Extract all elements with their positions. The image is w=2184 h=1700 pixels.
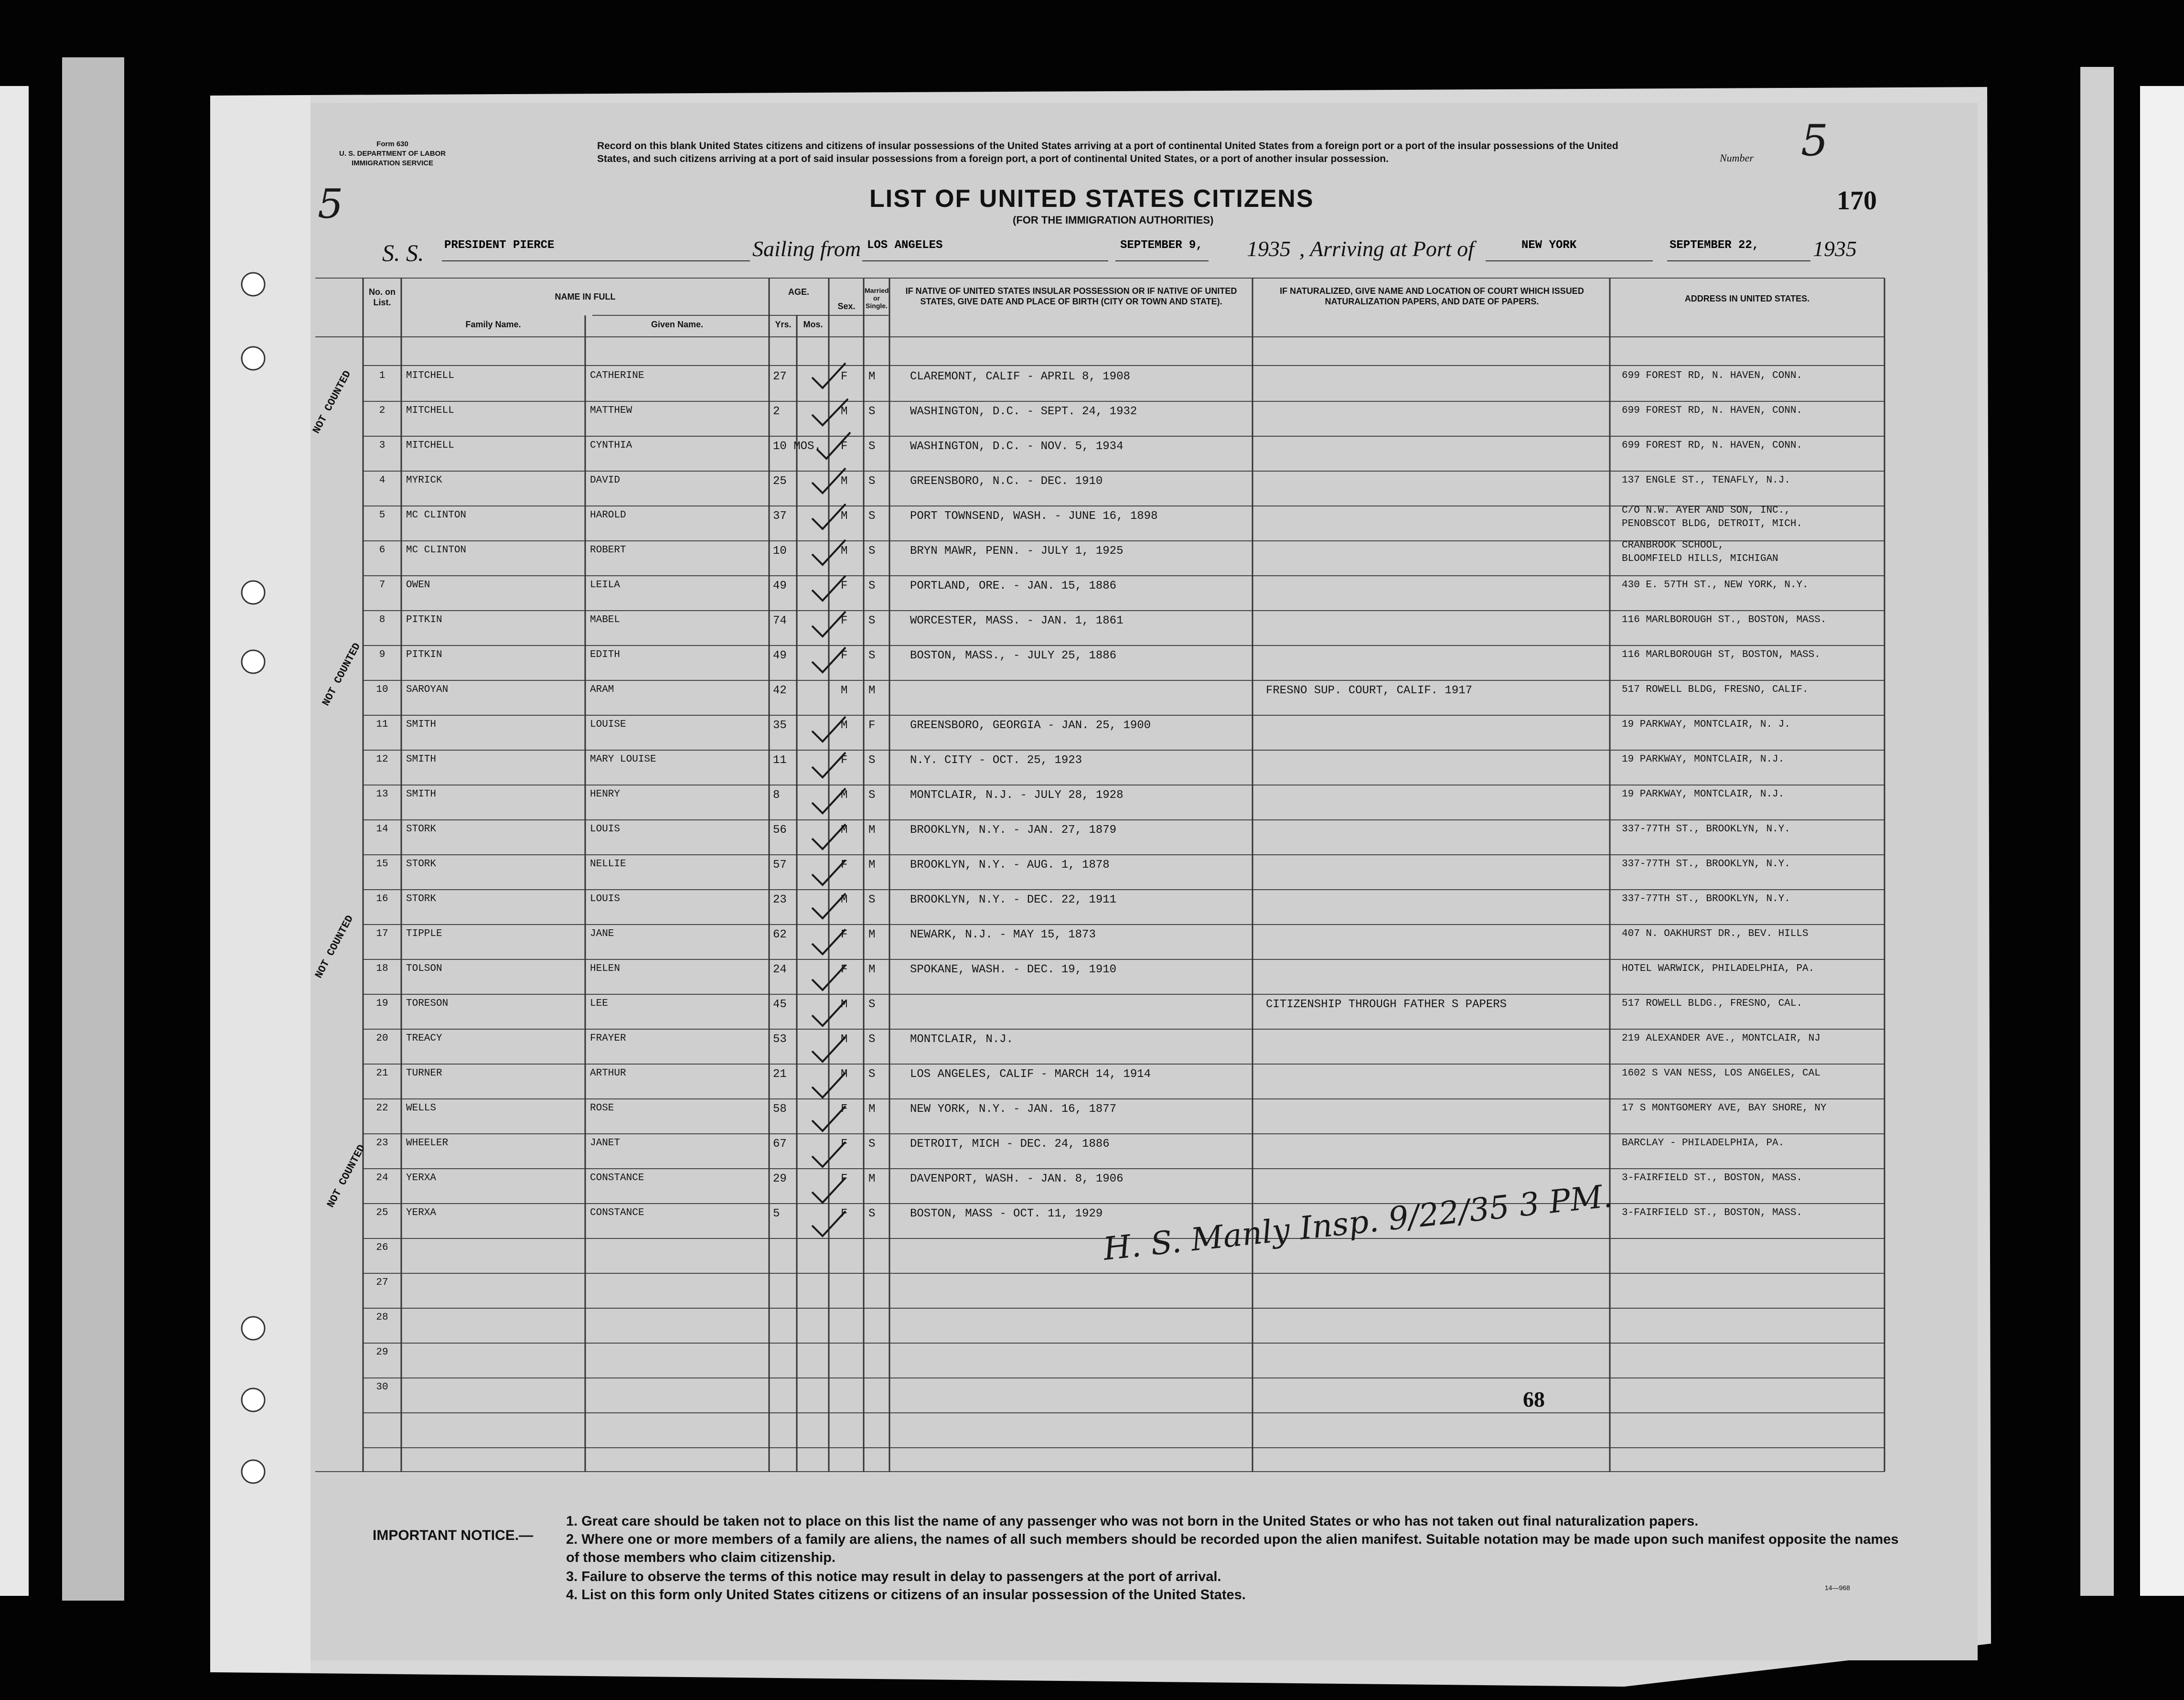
- family-name: STORK: [406, 824, 437, 835]
- row-number: 18: [376, 963, 388, 974]
- age-years: 49: [773, 580, 787, 592]
- row-number: 19: [376, 998, 388, 1009]
- marital-status: S: [868, 1207, 876, 1220]
- given-name: CYNTHIA: [590, 440, 632, 451]
- margin-note-rows-1-3: NOT COUNTED: [310, 368, 354, 436]
- row-number: 16: [376, 893, 388, 904]
- birth-place-date: N.Y. CITY - OCT. 25, 1923: [910, 754, 1082, 767]
- row-number: 7: [379, 580, 385, 591]
- marital-status: M: [868, 1173, 876, 1185]
- row-number: 22: [376, 1103, 388, 1114]
- marital-status: M: [868, 928, 876, 941]
- marital-status: S: [868, 510, 876, 523]
- birth-place-date: NEWARK, N.J. - MAY 15, 1873: [910, 928, 1096, 941]
- given-name: CATHERINE: [590, 370, 644, 381]
- family-name: SAROYAN: [406, 684, 449, 695]
- inspector-signature: H. S. Manly Insp. 9/22/35 3 PM.: [1101, 1177, 1615, 1268]
- right-film-edge: [2140, 86, 2184, 1596]
- row-number: 28: [376, 1312, 388, 1323]
- address-line-1: 116 MARLBOROUGH ST., BOSTON, MASS.: [1622, 614, 1827, 625]
- arrival-port: NEW YORK: [1521, 239, 1577, 252]
- birth-place-date: GREENSBORO, N.C. - DEC. 1910: [910, 475, 1103, 488]
- address-line-1: 19 PARKWAY, MONTCLAIR, N.J.: [1622, 789, 1785, 800]
- birth-place-date: GREENSBORO, GEORGIA - JAN. 25, 1900: [910, 719, 1151, 732]
- address-line-1: 137 ENGLE ST., TENAFLY, N.J.: [1622, 475, 1790, 486]
- address-line-1: 337-77TH ST., BROOKLYN, N.Y.: [1622, 893, 1790, 904]
- row-number: 20: [376, 1033, 388, 1044]
- print-code: 14—968: [1825, 1584, 1850, 1592]
- marital-status: S: [868, 789, 876, 802]
- birth-place-date: SPOKANE, WASH. - DEC. 19, 1910: [910, 963, 1117, 976]
- row-number: 21: [376, 1068, 388, 1079]
- birth-place-date: BOSTON, MASS., - JULY 25, 1886: [910, 649, 1117, 662]
- address-line-1: 3-FAIRFIELD ST., BOSTON, MASS.: [1622, 1207, 1803, 1218]
- given-name: ARAM: [590, 684, 614, 695]
- birth-place-date: DETROIT, MICH - DEC. 24, 1886: [910, 1138, 1110, 1151]
- marital-status: M: [868, 824, 876, 837]
- left-film-strip: [62, 57, 124, 1601]
- sex: F: [841, 440, 848, 453]
- age-years: 62: [773, 928, 787, 941]
- header-age: AGE.: [788, 287, 809, 297]
- sex: F: [841, 614, 848, 627]
- family-name: MITCHELL: [406, 440, 454, 451]
- birth-place-date: WASHINGTON, D.C. - SEPT. 24, 1932: [910, 405, 1137, 418]
- sex: F: [841, 649, 848, 662]
- family-name: SMITH: [406, 754, 437, 765]
- sex: M: [841, 998, 848, 1011]
- age-years: 11: [773, 754, 787, 767]
- given-name: LOUIS: [590, 893, 621, 904]
- age-years: 10 MOS.: [773, 440, 821, 453]
- sheet-number: 170: [1837, 186, 1877, 215]
- marital-status: S: [868, 475, 876, 488]
- marital-status: M: [868, 859, 876, 872]
- department: U. S. DEPARTMENT OF LABOR: [339, 150, 446, 158]
- address-line-1: 407 N. OAKHURST DR., BEV. HILLS: [1622, 928, 1809, 939]
- birth-place-date: WORCESTER, MASS. - JAN. 1, 1861: [910, 614, 1124, 627]
- marital-status: S: [868, 1068, 876, 1081]
- sex: M: [841, 789, 848, 802]
- naturalization: FRESNO SUP. COURT, CALIF. 1917: [1266, 684, 1473, 697]
- age-years: 5: [773, 1207, 780, 1220]
- age-years: 57: [773, 859, 787, 872]
- header-married-single: Married or Single.: [865, 287, 889, 310]
- header-birth: IF NATIVE OF UNITED STATES INSULAR POSSESSION OR IF NATIVE OF UNITED STATES, GIVE DATE AND PLACE OF BIRTH (CITY OR TOWN AND STATE).: [905, 286, 1237, 306]
- given-name: CONSTANCE: [590, 1207, 644, 1218]
- header-no-on-list: No. on List.: [369, 287, 396, 307]
- given-name: EDITH: [590, 649, 621, 660]
- address-line-1: 219 ALEXANDER AVE., MONTCLAIR, NJ: [1622, 1033, 1820, 1044]
- family-name: MYRICK: [406, 475, 442, 486]
- margin-note-row-23: NOT COUNTED: [325, 1142, 368, 1210]
- binding-margin: [210, 96, 310, 1672]
- family-name: PITKIN: [406, 614, 442, 625]
- address-line-1: 517 ROWELL BLDG., FRESNO, CAL.: [1622, 998, 1803, 1009]
- sex: F: [841, 1138, 848, 1151]
- row-number: 10: [376, 684, 388, 695]
- family-name: WHEELER: [406, 1138, 449, 1149]
- marital-status: F: [868, 719, 876, 732]
- family-name: TOLSON: [406, 963, 442, 974]
- row-number: 24: [376, 1173, 388, 1184]
- notice-item-4: 4. List on this form only United States citizens or citizens of an insular possession of the United States.: [566, 1587, 1246, 1603]
- row-number: 14: [376, 824, 388, 835]
- address-line-1: 3-FAIRFIELD ST., BOSTON, MASS.: [1622, 1173, 1803, 1184]
- birth-place-date: PORT TOWNSEND, WASH. - JUNE 16, 1898: [910, 510, 1158, 523]
- notice-item-3: 3. Failure to observe the terms of this notice may result in delay to passengers at the port of arrival.: [566, 1569, 1221, 1584]
- address-line-1: 430 E. 57TH ST., NEW YORK, N.Y.: [1622, 580, 1809, 591]
- family-name: TIPPLE: [406, 928, 442, 939]
- sex: F: [841, 1173, 848, 1185]
- sex: M: [841, 1068, 848, 1081]
- sex: M: [841, 1033, 848, 1046]
- marginal-number: 5: [318, 181, 343, 227]
- row-number: 4: [379, 475, 385, 486]
- family-name: MC CLINTON: [406, 510, 467, 521]
- row-number: 8: [379, 614, 385, 625]
- row-number: 11: [376, 719, 388, 730]
- given-name: MATTHEW: [590, 405, 632, 416]
- family-name: MC CLINTON: [406, 545, 467, 556]
- sailing-from-port: LOS ANGELES: [867, 239, 943, 252]
- age-years: 42: [773, 684, 787, 697]
- marital-status: S: [868, 545, 876, 558]
- marital-status: S: [868, 1138, 876, 1151]
- marital-status: M: [868, 684, 876, 697]
- marital-status: S: [868, 614, 876, 627]
- row-number: 25: [376, 1207, 388, 1218]
- marital-status: S: [868, 893, 876, 906]
- address-line-1: 517 ROWELL BLDG, FRESNO, CALIF.: [1622, 684, 1809, 695]
- birth-place-date: NEW YORK, N.Y. - JAN. 16, 1877: [910, 1103, 1117, 1116]
- page-subtitle: (FOR THE IMMIGRATION AUTHORITIES): [1013, 214, 1214, 226]
- birth-place-date: WASHINGTON, D.C. - NOV. 5, 1934: [910, 440, 1124, 453]
- naturalization: CITIZENSHIP THROUGH FATHER S PAPERS: [1266, 998, 1507, 1011]
- sex: F: [841, 1207, 848, 1220]
- age-years: 29: [773, 1173, 787, 1185]
- age-years: 21: [773, 1068, 787, 1081]
- age-years: 8: [773, 789, 780, 802]
- family-name: WELLS: [406, 1103, 437, 1114]
- address-line-1: HOTEL WARWICK, PHILADELPHIA, PA.: [1622, 963, 1815, 974]
- birth-place-date: BROOKLYN, N.Y. - JAN. 27, 1879: [910, 824, 1117, 837]
- service: IMMIGRATION SERVICE: [351, 159, 434, 167]
- given-name: ROBERT: [590, 545, 626, 556]
- page-number: 68: [1523, 1387, 1545, 1411]
- age-years: 67: [773, 1138, 787, 1151]
- address-line-1: 19 PARKWAY, MONTCLAIR, N. J.: [1622, 719, 1790, 730]
- ship-name: PRESIDENT PIERCE: [444, 239, 555, 252]
- given-name: MARY LOUISE: [590, 754, 656, 765]
- header-naturalized: IF NATURALIZED, GIVE NAME AND LOCATION OF COURT WHICH ISSUED NATURALIZATION PAPERS, AND DATE OF PAPERS.: [1280, 286, 1584, 306]
- row-number: 17: [376, 928, 388, 939]
- row-number: 26: [376, 1242, 388, 1253]
- sex: F: [841, 580, 848, 592]
- sex: M: [841, 510, 848, 523]
- sex: F: [841, 928, 848, 941]
- address-line-2: PENOBSCOT BLDG, DETROIT, MICH.: [1622, 518, 1803, 529]
- family-name: YERXA: [406, 1207, 437, 1218]
- sex: F: [841, 1103, 848, 1116]
- marital-status: S: [868, 754, 876, 767]
- address-line-1: 337-77TH ST., BROOKLYN, N.Y.: [1622, 824, 1790, 835]
- sailing-year: 1935: [1247, 237, 1291, 261]
- sex: M: [841, 475, 848, 488]
- age-years: 45: [773, 998, 787, 1011]
- birth-place-date: MONTCLAIR, N.J. - JULY 28, 1928: [910, 789, 1124, 802]
- right-film-strip: [2080, 67, 2114, 1596]
- age-years: 27: [773, 370, 787, 383]
- sex: F: [841, 859, 848, 872]
- marital-status: S: [868, 405, 876, 418]
- sex: F: [841, 754, 848, 767]
- arriving-label: , Arriving at Port of: [1299, 237, 1474, 261]
- family-name: TORESON: [406, 998, 449, 1009]
- family-name: SMITH: [406, 789, 437, 800]
- header-sex: Sex.: [837, 301, 856, 311]
- given-name: MABEL: [590, 614, 621, 625]
- row-number: 2: [379, 405, 385, 416]
- given-name: LOUIS: [590, 824, 621, 835]
- margin-note-row-10: NOT COUNTED: [320, 641, 364, 708]
- arrival-date: SEPTEMBER 22,: [1670, 239, 1759, 252]
- address-line-1: 337-77TH ST., BROOKLYN, N.Y.: [1622, 859, 1790, 870]
- number-label: Number: [1720, 152, 1754, 164]
- address-line-1: 699 FOREST RD, N. HAVEN, CONN.: [1622, 370, 1803, 381]
- marital-status: S: [868, 998, 876, 1011]
- row-number: 9: [379, 649, 385, 660]
- header-yrs: Yrs.: [775, 320, 792, 329]
- row-number: 6: [379, 545, 385, 556]
- family-name: TREACY: [406, 1033, 442, 1044]
- sex: M: [841, 545, 848, 558]
- address-line-1: 699 FOREST RD, N. HAVEN, CONN.: [1622, 405, 1803, 416]
- family-name: MITCHELL: [406, 405, 454, 416]
- notice-item-2: 2. Where one or more members of a family are aliens, the names of all such members should be recorded upon the alien manifest. Suitable notation may be made upon such manifest opposite the names of those members who claim citizenship.: [566, 1532, 1899, 1565]
- sex: F: [841, 370, 848, 383]
- birth-place-date: BROOKLYN, N.Y. - DEC. 22, 1911: [910, 893, 1117, 906]
- page-title: LIST OF UNITED STATES CITIZENS: [869, 185, 1314, 213]
- given-name: DAVID: [590, 475, 621, 486]
- sex: M: [841, 719, 848, 732]
- sailing-from-label: Sailing from: [752, 237, 861, 261]
- family-name: OWEN: [406, 580, 430, 591]
- age-years: 74: [773, 614, 787, 627]
- sex: M: [841, 893, 848, 906]
- birth-place-date: MONTCLAIR, N.J.: [910, 1033, 1014, 1046]
- given-name: LEILA: [590, 580, 621, 591]
- row-number: 29: [376, 1347, 388, 1358]
- family-name: SMITH: [406, 719, 437, 730]
- sex: M: [841, 824, 848, 837]
- birth-place-date: PORTLAND, ORE. - JAN. 15, 1886: [910, 580, 1117, 592]
- header-mos: Mos.: [803, 320, 823, 329]
- given-name: FRAYER: [590, 1033, 626, 1044]
- age-years: 49: [773, 649, 787, 662]
- age-years: 25: [773, 475, 787, 488]
- age-years: 10: [773, 545, 787, 558]
- address-line-1: CRANBROOK SCHOOL,: [1622, 540, 1724, 551]
- birth-place-date: BRYN MAWR, PENN. - JULY 1, 1925: [910, 545, 1124, 558]
- given-name: LOUISE: [590, 719, 626, 730]
- marital-status: S: [868, 1033, 876, 1046]
- given-name: ROSE: [590, 1103, 614, 1114]
- family-name: STORK: [406, 893, 437, 904]
- row-number: 15: [376, 859, 388, 870]
- sex: M: [841, 405, 848, 418]
- age-years: 37: [773, 510, 787, 523]
- marital-status: M: [868, 963, 876, 976]
- family-name: MITCHELL: [406, 370, 454, 381]
- birth-place-date: BOSTON, MASS - OCT. 11, 1929: [910, 1207, 1103, 1220]
- marital-status: S: [868, 580, 876, 592]
- row-number: 23: [376, 1138, 388, 1149]
- age-years: 35: [773, 719, 787, 732]
- address-line-1: 1602 S VAN NESS, LOS ANGELES, CAL: [1622, 1068, 1820, 1079]
- sex: F: [841, 963, 848, 976]
- number-value: 5: [1801, 116, 1829, 166]
- age-years: 56: [773, 824, 787, 837]
- header-name-in-full: NAME IN FULL: [555, 292, 616, 301]
- age-years: 58: [773, 1103, 787, 1116]
- birth-place-date: CLAREMONT, CALIF - APRIL 8, 1908: [910, 370, 1130, 383]
- given-name: JANET: [590, 1138, 621, 1149]
- notice-title: IMPORTANT NOTICE.—: [373, 1528, 534, 1543]
- family-name: PITKIN: [406, 649, 442, 660]
- age-years: 2: [773, 405, 780, 418]
- form-identifier: [339, 140, 446, 168]
- given-name: ARTHUR: [590, 1068, 626, 1079]
- family-name: YERXA: [406, 1173, 437, 1184]
- address-line-1: BARCLAY - PHILADELPHIA, PA.: [1622, 1138, 1785, 1149]
- left-film-edge: [0, 86, 29, 1596]
- given-name: HELEN: [590, 963, 621, 974]
- marital-status: M: [868, 1103, 876, 1116]
- sailing-date: SEPTEMBER 9,: [1120, 239, 1203, 252]
- row-number: 1: [379, 370, 385, 381]
- marital-status: S: [868, 649, 876, 662]
- birth-place-date: BROOKLYN, N.Y. - AUG. 1, 1878: [910, 859, 1110, 872]
- given-name: HENRY: [590, 789, 621, 800]
- form-instructions: Record on this blank United States citizens and citizens of insular possessions of the United States arriving at a port of continental United States from a foreign port or a port of the insular possessions of the United States, and such citizens arriving at a port of said insular possessions from a foreign port, a port of continental United States, or a port of another insular possession.: [597, 140, 1618, 164]
- form-number: Form 630: [376, 140, 408, 148]
- address-line-1: C/O N.W. AYER AND SON, INC.,: [1622, 505, 1790, 516]
- address-line-1: 19 PARKWAY, MONTCLAIR, N.J.: [1622, 754, 1785, 765]
- row-number: 5: [379, 510, 385, 521]
- given-name: HAROLD: [590, 510, 626, 521]
- given-name: LEE: [590, 998, 608, 1009]
- given-name: NELLIE: [590, 859, 626, 870]
- given-name: JANE: [590, 928, 614, 939]
- address-line-2: BLOOMFIELD HILLS, MICHIGAN: [1622, 553, 1778, 564]
- header-address: ADDRESS IN UNITED STATES.: [1684, 294, 1810, 303]
- row-number: 3: [379, 440, 385, 451]
- header-given-name: Given Name.: [651, 320, 704, 329]
- family-name: TURNER: [406, 1068, 442, 1079]
- header-family-name: Family Name.: [465, 320, 521, 329]
- birth-place-date: DAVENPORT, WASH. - JAN. 8, 1906: [910, 1173, 1124, 1185]
- birth-place-date: LOS ANGELES, CALIF - MARCH 14, 1914: [910, 1068, 1151, 1081]
- address-line-1: 116 MARLBOROUGH ST, BOSTON, MASS.: [1622, 649, 1820, 660]
- row-number: 12: [376, 754, 388, 765]
- sex: M: [841, 684, 848, 697]
- row-number: 13: [376, 789, 388, 800]
- ss-label: S. S.: [382, 239, 424, 266]
- arrival-year: 1935: [1813, 237, 1857, 261]
- row-number: 27: [376, 1277, 388, 1288]
- address-line-1: 17 S MONTGOMERY AVE, BAY SHORE, NY: [1622, 1103, 1827, 1114]
- family-name: STORK: [406, 859, 437, 870]
- age-years: 24: [773, 963, 787, 976]
- age-years: 23: [773, 893, 787, 906]
- address-line-1: 699 FOREST RD, N. HAVEN, CONN.: [1622, 440, 1803, 451]
- age-years: 53: [773, 1033, 787, 1046]
- margin-note-row-16: NOT COUNTED: [313, 913, 356, 980]
- row-number: 30: [376, 1382, 388, 1393]
- given-name: CONSTANCE: [590, 1173, 644, 1184]
- marital-status: S: [868, 440, 876, 453]
- marital-status: M: [868, 370, 876, 383]
- notice-item-1: 1. Great care should be taken not to place on this list the name of any passenger who was not born in the United States or who has not taken out final naturalization papers.: [566, 1514, 1699, 1529]
